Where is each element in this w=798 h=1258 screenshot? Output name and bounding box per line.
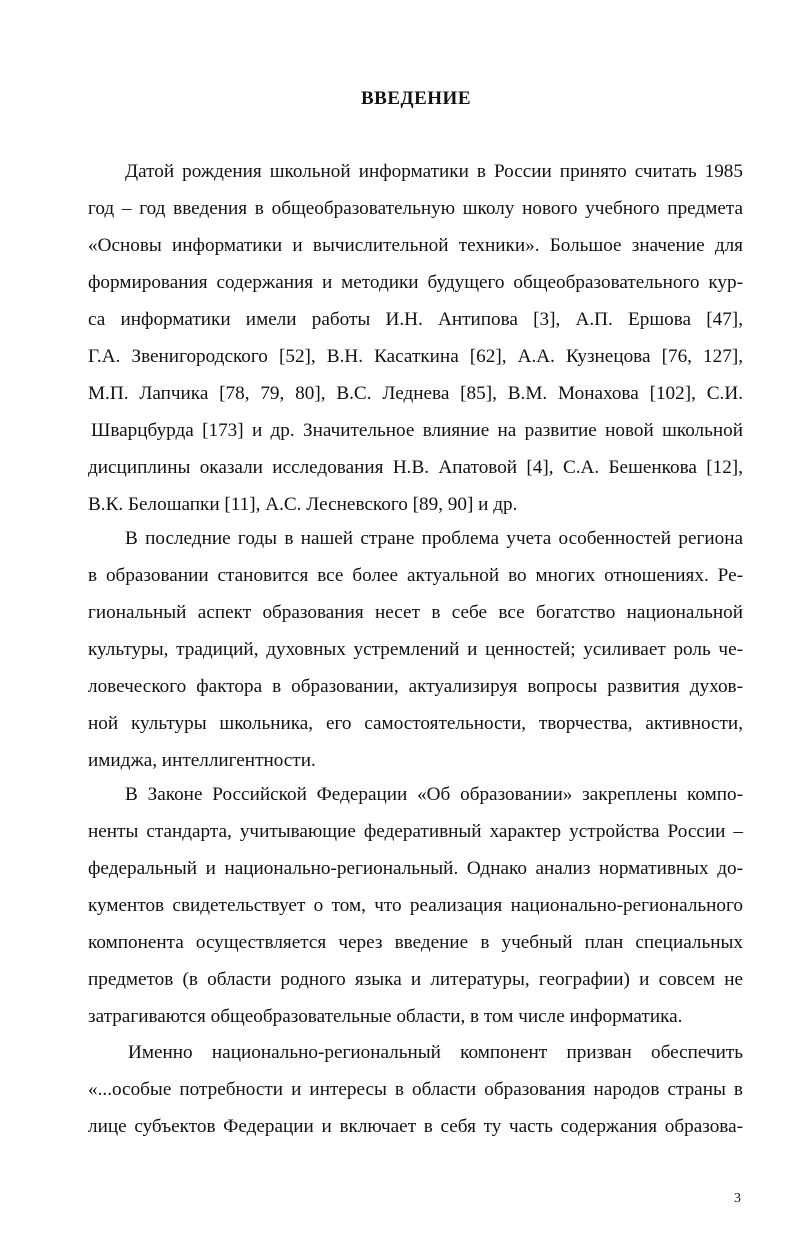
text-line: год – год введения в общеобразовательную школу нового учебного предмета bbox=[88, 198, 743, 219]
text-line: дисциплины оказали исследования Н.В. Апатовой [4], С.А. Бешенкова [12], bbox=[88, 457, 743, 478]
text-line: М.П. Лапчика [78, 79, 80], В.С. Леднева [85], В.М. Монахова [102], С.И. bbox=[88, 383, 743, 404]
text-line: формирования содержания и методики будущего общеобразовательного кур- bbox=[88, 272, 743, 293]
text-line: гиональный аспект образования несет в себе все богатство национальной bbox=[88, 602, 743, 623]
text-line: Именно национально-региональный компонент призван обеспечить bbox=[128, 1042, 743, 1063]
text-line: В Законе Российской Федерации «Об образовании» закреплены компо- bbox=[125, 784, 743, 805]
text-line: са информатики имели работы И.Н. Антипова [3], А.П. Ершова [47], bbox=[88, 309, 743, 330]
text-line: «...особые потребности и интересы в области образования народов страны в bbox=[88, 1079, 743, 1100]
text-line: ненты стандарта, учитывающие федеративный характер устройства России – bbox=[88, 821, 743, 842]
text-line: Датой рождения школьной информатики в России принято считать 1985 bbox=[125, 161, 743, 182]
text-line: предметов (в области родного языка и литературы, географии) и совсем не bbox=[88, 969, 743, 990]
text-line: ной культуры школьника, его самостоятельности, творчества, активности, bbox=[88, 713, 743, 734]
text-line: В.К. Белошапки [11], А.С. Лесневского [89, 90] и др. bbox=[88, 494, 518, 515]
text-line: Г.А. Звенигородского [52], В.Н. Касаткина [62], А.А. Кузнецова [76, 127], bbox=[88, 346, 743, 367]
text-line: затрагиваются общеобразовательные области, в том числе информатика. bbox=[88, 1006, 683, 1027]
text-line: лице субъектов Федерации и включает в себя ту часть содержания образова- bbox=[88, 1116, 743, 1137]
text-line: Шварцбурда [173] и др. Значительное влияние на развитие новой школьной bbox=[91, 420, 743, 441]
text-line: федеральный и национально-региональный. Однако анализ нормативных до- bbox=[88, 858, 743, 879]
text-line: компонента осуществляется через введение в учебный план специальных bbox=[88, 932, 743, 953]
text-line: культуры, традиций, духовных устремлений и ценностей; усиливает роль че- bbox=[88, 639, 743, 660]
text-line: кументов свидетельствует о том, что реализация национально-регионального bbox=[88, 895, 743, 916]
text-line: В последние годы в нашей стране проблема учета особенностей региона bbox=[125, 528, 743, 549]
page-title: ВВЕДЕНИЕ bbox=[361, 88, 471, 109]
text-line: ловеческого фактора в образовании, актуализируя вопросы развития духов- bbox=[88, 676, 743, 697]
text-line: «Основы информатики и вычислительной техники». Большое значение для bbox=[88, 235, 743, 256]
text-line: имиджа, интеллигентности. bbox=[88, 750, 316, 771]
text-line: в образовании становится все более актуальной во многих отношениях. Ре- bbox=[88, 565, 743, 586]
page-number: 3 bbox=[734, 1191, 741, 1206]
